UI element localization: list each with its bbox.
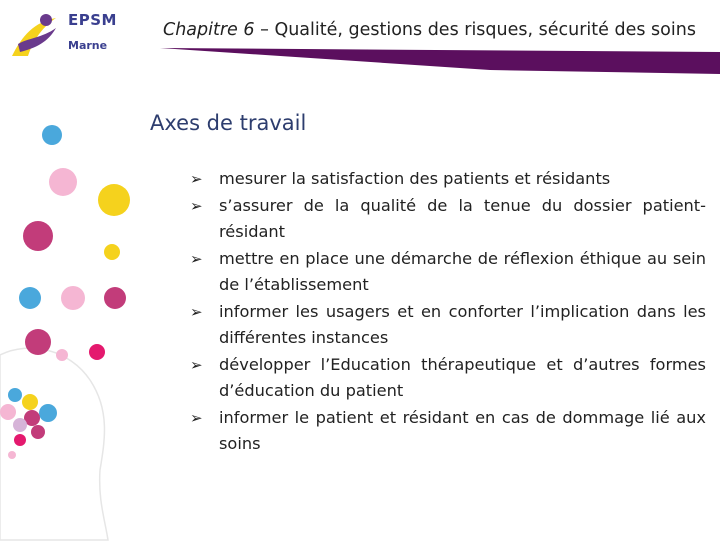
dot bbox=[22, 394, 38, 410]
dot bbox=[31, 425, 45, 439]
list-item: ➢ mettre en place une démarche de réflexion éthique au sein de l’établissement bbox=[190, 246, 706, 299]
header-bar bbox=[160, 48, 720, 74]
dot bbox=[8, 451, 16, 459]
dot bbox=[42, 125, 62, 145]
header-subtitle: Qualité, gestions des risques, sécurité des soins bbox=[274, 20, 696, 40]
dot bbox=[23, 221, 53, 251]
list-item: ➢ informer les usagers et en conforter l’implication dans les différentes instances bbox=[190, 299, 706, 352]
logo-emblem-icon bbox=[8, 8, 68, 58]
bullet-list bbox=[190, 166, 706, 458]
arrow-right-icon: ➢ bbox=[190, 170, 203, 188]
page-header bbox=[163, 20, 696, 40]
logo-place: Marne bbox=[68, 39, 108, 52]
list-item: ➢ s’assurer de la qualité de la tenue du dossier patient-résidant bbox=[190, 193, 706, 246]
decorative-dots bbox=[0, 110, 140, 550]
list-item: ➢ informer le patient et résidant en cas de dommage lié aux soins bbox=[190, 405, 706, 458]
arrow-right-icon: ➢ bbox=[190, 355, 203, 374]
chapter-label: Chapitre 6 bbox=[163, 20, 255, 40]
dot bbox=[39, 404, 57, 422]
dot bbox=[0, 404, 16, 420]
dot bbox=[14, 434, 26, 446]
epsm-logo bbox=[8, 8, 138, 58]
list-item: ➢ développer l’Education thérapeutique et d’autres formes d’éducation du patient bbox=[190, 352, 706, 405]
arrow-right-icon: ➢ bbox=[190, 249, 203, 268]
dot bbox=[104, 287, 126, 309]
dot bbox=[25, 329, 51, 355]
dot bbox=[8, 388, 22, 402]
section-title: Axes de travail bbox=[150, 111, 307, 135]
arrow-right-icon: ➢ bbox=[190, 302, 203, 321]
list-item: ➢ mesurer la satisfaction des patients et résidants bbox=[190, 166, 706, 193]
dot bbox=[49, 168, 77, 196]
dot bbox=[98, 184, 130, 216]
dot bbox=[19, 287, 41, 309]
dot bbox=[13, 418, 27, 432]
dot bbox=[89, 344, 105, 360]
dot bbox=[56, 349, 68, 361]
dot bbox=[104, 244, 120, 260]
arrow-right-icon: ➢ bbox=[190, 408, 203, 427]
arrow-right-icon: ➢ bbox=[190, 196, 203, 215]
dot bbox=[61, 286, 85, 310]
header-separator: – bbox=[260, 20, 269, 40]
logo-name: EPSM bbox=[68, 11, 117, 29]
